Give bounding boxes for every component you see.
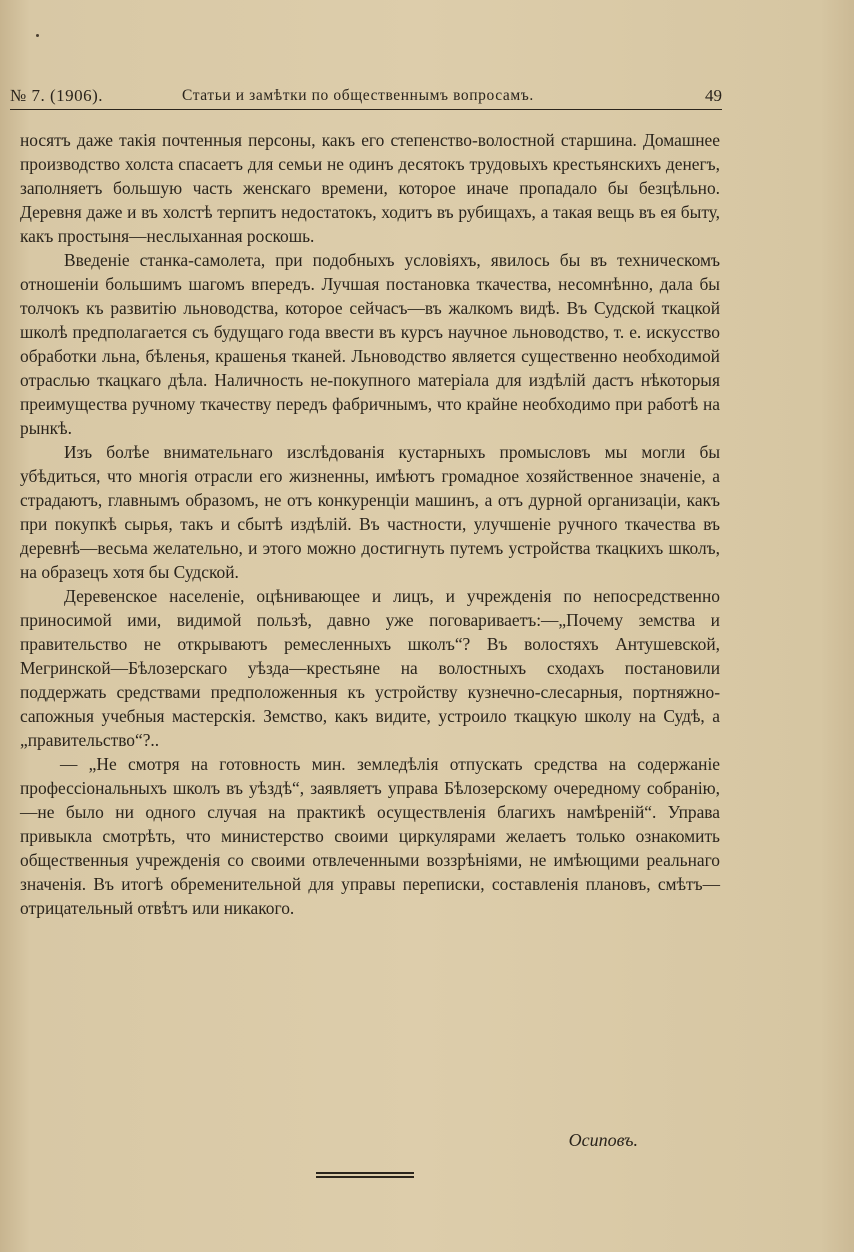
article-body — [20, 128, 720, 920]
page-number: 49 — [705, 86, 722, 105]
end-rule-bottom — [316, 1176, 414, 1178]
paragraph-3: Изъ болѣе внимательнаго изслѣдованія кустарныхъ промысловъ мы могли бы убѣдиться, что многія отрасли его жизненны, имѣютъ громадное хозяйственное значеніе, а страдаютъ, главнымъ образомъ, не отъ конкуренціи машинъ, а отъ дурной организаціи, какъ при покупкѣ сырья, такъ и сбытѣ издѣлій. Въ частности, улучшеніе ручного ткачества въ деревнѣ—весьма желательно, и этого можно достигнуть путемъ устройства ткацкихъ школъ, на образецъ хотя бы Судской. — [20, 442, 720, 582]
paragraph-1: носятъ даже такія почтенныя персоны, какъ его степенство-волостной старшина. Домашнее производство холста спасаетъ для семьи не одинъ десятокъ трудовыхъ крестьянскихъ денегъ, заполняетъ большую часть женскаго времени, которое иначе пропадало бы безцѣльно. Деревня даже и въ холстѣ терпитъ недостатокъ, ходитъ въ рубищахъ, а такая вещь въ ея быту, какъ простыня—неслыханная роскошь. — [20, 130, 720, 246]
author-signature: Осиповъ. — [568, 1130, 638, 1150]
end-rule-top — [316, 1172, 414, 1174]
ink-speck — [36, 34, 39, 37]
paragraph-4: Деревенское населеніе, оцѣнивающее и лицъ, и учрежденія по непосредственно приносимой ими, видимой пользѣ, давно уже поговариваетъ:—„Почему земства и правительство не открываютъ ремесленныхъ школъ“? Въ волостяхъ Антушевской, Мегринской—Бѣлозерскаго уѣзда—крестьяне на волостныхъ сходахъ постановили поддержать средствами предположенныя къ устройству кузнечно-слесарныя, портняжно-сапожныя учебныя мастерскія. Земство, какъ видите, устроило ткацкую школу на Судѣ, а „правительство“?.. — [20, 586, 720, 750]
issue-number: № 7. (1906). — [10, 86, 104, 105]
paragraph-2: Введеніе станка-самолета, при подобныхъ условіяхъ, явилось бы въ техническомъ отношеніи большимъ шагомъ впередъ. Лучшая постановка ткачества, несомнѣнно, дала бы толчокъ къ развитію льноводства, которое сейчасъ—въ жалкомъ видѣ. Въ Судской ткацкой школѣ предполагается съ будущаго года ввести въ курсъ научное льноводство, т. е. искусство обработки льна, бѣленья, крашенья тканей. Льноводство является существенно необходимой отраслью ткацкаго дѣла. Наличность не-покупного матеріала для издѣлій дастъ нѣкоторыя преимущества ручному ткачеству передъ фабричнымъ, что крайне необходимо при работѣ на рынкѣ. — [20, 250, 720, 438]
paragraph-5: — „Не смотря на готовность мин. земледѣлія отпускать средства на содержаніе профессіональныхъ школъ въ уѣздѣ“, заявляетъ управа Бѣлозерскому очередному собранію,—не было ни одного случая на практикѣ осуществленія благихъ намѣреній“. Управа привыкла смотрѣть, что министерство своими циркулярами желаетъ только ознакомить общественныя учрежденія со своими отвлеченными воззрѣніями, не имѣющими реальнаго значенія. Въ итогѣ обременительной для управы переписки, составленія плановъ, смѣтъ—отрицательный отвѣтъ или никакого. — [20, 754, 720, 918]
header-rule — [10, 109, 722, 110]
section-title: Статьи и замѣтки по общественнымъ вопросамъ. — [182, 87, 534, 104]
running-header — [10, 86, 722, 110]
